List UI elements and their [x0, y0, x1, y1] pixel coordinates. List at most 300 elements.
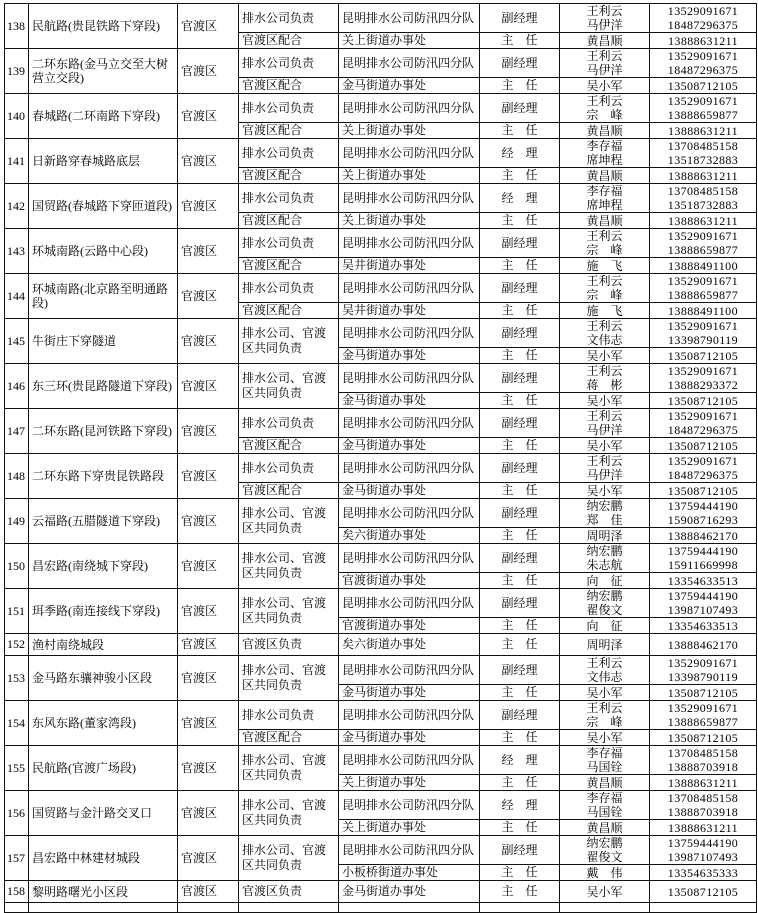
road-cell: 国贸路(春城路下穿匝道段) [29, 184, 178, 229]
district-cell [178, 903, 239, 913]
name-cell [560, 393, 650, 409]
text-line: 文伟志 [586, 670, 623, 684]
text-line: 黄昌顺 [586, 33, 623, 48]
unit-cell: 关上街道办事处 [339, 123, 480, 139]
text-line: 13888631211 [668, 33, 738, 48]
position-cell: 副经理 [480, 274, 560, 303]
table-row [5, 229, 757, 258]
phone-cell [650, 701, 757, 730]
text-line: 13759444190 [667, 544, 739, 558]
text-line: 黄昌顺 [586, 123, 623, 138]
text-line: 王利云 [586, 274, 623, 288]
responsibility-cell: 官渡区配合 [239, 33, 339, 49]
row-number-cell: 140 [5, 94, 29, 139]
text-line: 13888659877 [667, 288, 739, 302]
position-cell: 主 任 [480, 168, 560, 184]
text-line: 13888631211 [668, 168, 738, 183]
position-cell: 副经理 [480, 701, 560, 730]
table-row [5, 589, 757, 618]
text-line: 13888462170 [667, 637, 739, 652]
text-line: 周明泽 [586, 637, 623, 652]
text-line: 13888631211 [668, 775, 738, 790]
phone-cell [650, 685, 757, 701]
text-line: 席坤程 [586, 153, 623, 167]
responsibility-cell: 官渡区负责 [239, 881, 339, 903]
text-line: 13518732883 [667, 153, 739, 167]
district-cell: 官渡区 [178, 274, 239, 319]
position-cell: 主 任 [480, 730, 560, 746]
district-cell: 官渡区 [178, 791, 239, 836]
row-number-cell: 153 [5, 656, 29, 701]
position-cell: 主 任 [480, 348, 560, 364]
responsibility-cell: 排水公司、官渡区共同负责 [239, 836, 339, 881]
phone-cell [650, 184, 757, 213]
text-line: 13888631211 [668, 213, 738, 228]
name-cell [560, 348, 650, 364]
phone-cell [650, 4, 757, 33]
road-cell: 云福路(五腊隧道下穿段) [29, 499, 178, 544]
district-cell: 官渡区 [178, 499, 239, 544]
text-line: 13398790119 [668, 670, 738, 684]
responsibility-cell: 官渡区配合 [239, 78, 339, 94]
responsibility-cell: 排水公司、官渡区共同负责 [239, 791, 339, 836]
position-cell: 主 任 [480, 881, 560, 903]
road-cell: 民航路(贵昆铁路下穿段) [29, 4, 178, 49]
text-line: 吴小军 [586, 438, 623, 453]
road-cell: 昌宏路中林建材城段 [29, 836, 178, 881]
phone-cell [650, 544, 757, 573]
text-line: 吴小军 [586, 78, 623, 93]
text-line: 13759444190 [667, 836, 739, 850]
table-row [5, 746, 757, 775]
responsibility-cell: 官渡区配合 [239, 438, 339, 454]
row-number-cell: 150 [5, 544, 29, 589]
unit-cell: 昆明排水公司防汛四分队 [339, 701, 480, 730]
text-line: 13529091671 [667, 319, 739, 333]
responsibility-cell: 排水公司、官渡区共同负责 [239, 499, 339, 544]
name-cell [560, 438, 650, 454]
text-line: 13888703918 [667, 760, 739, 774]
position-cell: 主 任 [480, 78, 560, 94]
text-line: 13708485158 [667, 791, 739, 805]
unit-cell [339, 903, 480, 913]
text-line: 13354633513 [667, 573, 739, 588]
text-line: 13888631211 [668, 820, 738, 835]
unit-cell: 金马街道办事处 [339, 483, 480, 499]
unit-cell: 吴井街道办事处 [339, 303, 480, 319]
text-line: 13888659877 [667, 108, 739, 122]
text-line: 吴小军 [586, 685, 623, 700]
name-cell [560, 701, 650, 730]
text-line: 黄昌顺 [586, 775, 623, 790]
road-cell: 珥季路(南连接线下穿段) [29, 589, 178, 634]
table-body [5, 4, 757, 913]
text-line: 王利云 [586, 656, 623, 670]
responsibility-cell: 排水公司负责 [239, 139, 339, 168]
text-line: 13508712105 [667, 685, 739, 700]
unit-cell: 昆明排水公司防汛四分队 [339, 4, 480, 33]
responsibility-cell: 排水公司负责 [239, 49, 339, 78]
unit-cell: 矣六街道办事处 [339, 634, 480, 656]
text-line: 13987107493 [667, 850, 739, 864]
phone-cell [650, 791, 757, 820]
position-cell: 副经理 [480, 4, 560, 33]
responsibility-cell [239, 903, 339, 913]
unit-cell: 昆明排水公司防汛四分队 [339, 139, 480, 168]
unit-cell: 关上街道办事处 [339, 820, 480, 836]
row-number-cell: 158 [5, 881, 29, 903]
responsibility-cell: 排水公司负责 [239, 94, 339, 123]
position-cell [480, 903, 560, 913]
text-line: 13508712105 [667, 730, 739, 745]
phone-cell [650, 865, 757, 881]
road-cell: 东三环(贵昆路隧道下穿段) [29, 364, 178, 409]
road-cell: 春城路(二环南路下穿段) [29, 94, 178, 139]
name-cell [560, 123, 650, 139]
table-row [5, 791, 757, 820]
responsibility-cell: 官渡区配合 [239, 730, 339, 746]
district-cell: 官渡区 [178, 589, 239, 634]
unit-cell: 昆明排水公司防汛四分队 [339, 319, 480, 348]
table-row [5, 656, 757, 685]
text-line: 李存福 [586, 139, 623, 153]
position-cell: 主 任 [480, 618, 560, 634]
unit-cell: 金马街道办事处 [339, 348, 480, 364]
table-row [5, 49, 757, 78]
table-row [5, 319, 757, 348]
unit-cell: 关上街道办事处 [339, 33, 480, 49]
phone-cell [650, 836, 757, 865]
unit-cell: 昆明排水公司防汛四分队 [339, 184, 480, 213]
position-cell: 主 任 [480, 775, 560, 791]
name-cell [560, 544, 650, 573]
phone-cell [650, 139, 757, 168]
text-line: 13888491100 [668, 303, 738, 318]
text-line: 王利云 [586, 364, 623, 378]
unit-cell: 关上街道办事处 [339, 775, 480, 791]
phone-cell [650, 730, 757, 746]
text-line: 纳宏鹏 [586, 544, 623, 558]
responsibility-cell: 排水公司、官渡区共同负责 [239, 656, 339, 701]
phone-cell [650, 393, 757, 409]
road-cell [29, 903, 178, 913]
text-line: 纳宏鹏 [586, 589, 623, 603]
text-line: 李存福 [586, 791, 623, 805]
position-cell: 副经理 [480, 544, 560, 573]
text-line: 戴 伟 [586, 865, 623, 880]
unit-cell: 金马街道办事处 [339, 393, 480, 409]
name-cell [560, 319, 650, 348]
phone-cell [650, 775, 757, 791]
district-cell: 官渡区 [178, 634, 239, 656]
phone-cell [650, 364, 757, 393]
district-cell: 官渡区 [178, 49, 239, 94]
responsibility-cell: 排水公司、官渡区共同负责 [239, 589, 339, 634]
name-cell [560, 409, 650, 438]
table-row [5, 139, 757, 168]
table-row [5, 184, 757, 213]
name-cell [560, 499, 650, 528]
road-cell: 牛街庄下穿隧道 [29, 319, 178, 364]
row-number-cell: 145 [5, 319, 29, 364]
phone-cell [650, 168, 757, 184]
unit-cell: 小板桥街道办事处 [339, 865, 480, 881]
phone-cell [650, 483, 757, 499]
text-line: 13529091671 [667, 49, 739, 63]
row-number-cell: 142 [5, 184, 29, 229]
unit-cell: 昆明排水公司防汛四分队 [339, 746, 480, 775]
row-number-cell: 149 [5, 499, 29, 544]
row-number-cell: 155 [5, 746, 29, 791]
text-line: 翟俊文 [586, 850, 623, 864]
phone-cell [650, 303, 757, 319]
road-cell: 二环东路下穿贵昆铁路段 [29, 454, 178, 499]
unit-cell: 昆明排水公司防汛四分队 [339, 544, 480, 573]
phone-cell [650, 49, 757, 78]
name-cell [560, 33, 650, 49]
district-cell: 官渡区 [178, 746, 239, 791]
text-line: 宗 峰 [586, 288, 623, 302]
position-cell: 主 任 [480, 685, 560, 701]
row-number-cell: 138 [5, 4, 29, 49]
unit-cell: 昆明排水公司防汛四分队 [339, 656, 480, 685]
phone-cell [650, 409, 757, 438]
name-cell [560, 685, 650, 701]
table-row [5, 364, 757, 393]
responsibility-cell: 排水公司、官渡区共同负责 [239, 364, 339, 409]
position-cell: 主 任 [480, 483, 560, 499]
text-line: 13529091671 [667, 274, 739, 288]
phone-cell [650, 903, 757, 913]
text-line: 13518732883 [667, 198, 739, 212]
name-cell [560, 573, 650, 589]
table-row [5, 499, 757, 528]
unit-cell: 金马街道办事处 [339, 438, 480, 454]
text-line: 13529091671 [667, 701, 739, 715]
partial-cutoff-row [5, 903, 757, 913]
text-line: 马国铨 [586, 760, 623, 774]
phone-cell [650, 274, 757, 303]
table-row [5, 274, 757, 303]
road-cell: 二环东路(金马立交至大树营立交段) [29, 49, 178, 94]
responsibility-cell: 排水公司负责 [239, 274, 339, 303]
phone-cell [650, 123, 757, 139]
responsibility-cell: 官渡区负责 [239, 634, 339, 656]
road-cell: 渔村南绕城段 [29, 634, 178, 656]
road-cell: 国贸路与金汁路交叉口 [29, 791, 178, 836]
unit-cell: 金马街道办事处 [339, 78, 480, 94]
text-line: 郑 佳 [586, 513, 623, 527]
text-line: 13508712105 [667, 438, 739, 453]
text-line: 施 飞 [586, 303, 623, 318]
district-cell: 官渡区 [178, 454, 239, 499]
district-cell: 官渡区 [178, 139, 239, 184]
text-line: 15908716293 [667, 513, 739, 527]
phone-cell [650, 589, 757, 618]
table-row [5, 409, 757, 438]
name-cell [560, 730, 650, 746]
text-line: 13888659877 [667, 715, 739, 729]
unit-cell: 金马街道办事处 [339, 881, 480, 903]
text-line: 纳宏鹏 [586, 836, 623, 850]
text-line: 马伊洋 [586, 63, 623, 77]
text-line: 王利云 [586, 701, 623, 715]
table-row [5, 701, 757, 730]
road-cell: 环城南路(北京路至明通路段) [29, 274, 178, 319]
text-line: 18487296375 [667, 18, 739, 32]
row-number-cell: 141 [5, 139, 29, 184]
text-line: 马伊洋 [586, 423, 623, 437]
position-cell: 副经理 [480, 656, 560, 685]
row-number-cell: 146 [5, 364, 29, 409]
position-cell: 副经理 [480, 94, 560, 123]
table-row [5, 544, 757, 573]
text-line: 13888703918 [667, 805, 739, 819]
phone-cell [650, 348, 757, 364]
phone-cell [650, 656, 757, 685]
text-line: 13888659877 [667, 243, 739, 257]
text-line: 吴小军 [586, 393, 623, 408]
name-cell [560, 168, 650, 184]
name-cell [560, 820, 650, 836]
name-cell [560, 364, 650, 393]
district-cell: 官渡区 [178, 409, 239, 454]
phone-cell [650, 499, 757, 528]
unit-cell: 昆明排水公司防汛四分队 [339, 836, 480, 865]
text-line: 13529091671 [667, 4, 739, 18]
responsibility-cell: 官渡区配合 [239, 258, 339, 274]
row-number-cell: 151 [5, 589, 29, 634]
position-cell: 经 理 [480, 139, 560, 168]
text-line: 王利云 [586, 229, 623, 243]
row-number-cell [5, 903, 29, 913]
text-line: 13529091671 [667, 454, 739, 468]
position-cell: 主 任 [480, 865, 560, 881]
position-cell: 副经理 [480, 589, 560, 618]
position-cell: 主 任 [480, 258, 560, 274]
district-cell: 官渡区 [178, 319, 239, 364]
position-cell: 副经理 [480, 836, 560, 865]
table-row [5, 454, 757, 483]
name-cell [560, 746, 650, 775]
road-cell: 日新路穿春城路底层 [29, 139, 178, 184]
name-cell [560, 303, 650, 319]
road-cell: 金马路东骧神骏小区段 [29, 656, 178, 701]
name-cell [560, 618, 650, 634]
row-number-cell: 148 [5, 454, 29, 499]
text-line: 13529091671 [667, 229, 739, 243]
phone-cell [650, 213, 757, 229]
text-line: 13529091671 [667, 656, 739, 670]
name-cell [560, 184, 650, 213]
text-line: 施 飞 [586, 258, 623, 273]
name-cell [560, 528, 650, 544]
text-line: 蒋 彬 [586, 378, 623, 392]
text-line: 吴小军 [586, 483, 623, 498]
district-cell: 官渡区 [178, 701, 239, 746]
unit-cell: 官渡街道办事处 [339, 618, 480, 634]
responsibility-cell: 排水公司负责 [239, 454, 339, 483]
position-cell: 副经理 [480, 229, 560, 258]
road-cell: 昌宏路(南绕城下穿段) [29, 544, 178, 589]
text-line: 文伟志 [586, 333, 623, 347]
responsibility-cell: 官渡区配合 [239, 168, 339, 184]
road-cell: 二环东路(昆河铁路下穿段) [29, 409, 178, 454]
name-cell [560, 881, 650, 903]
text-line: 黄昌顺 [586, 168, 623, 183]
name-cell [560, 78, 650, 94]
text-line: 马伊洋 [586, 468, 623, 482]
text-line: 王利云 [586, 49, 623, 63]
phone-cell [650, 746, 757, 775]
district-cell: 官渡区 [178, 836, 239, 881]
name-cell [560, 258, 650, 274]
district-cell: 官渡区 [178, 229, 239, 274]
row-number-cell: 147 [5, 409, 29, 454]
position-cell: 主 任 [480, 438, 560, 454]
text-line: 黄昌顺 [586, 213, 623, 228]
position-cell: 副经理 [480, 454, 560, 483]
text-line: 吴小军 [586, 348, 623, 363]
responsibility-cell: 排水公司负责 [239, 184, 339, 213]
unit-cell: 关上街道办事处 [339, 213, 480, 229]
phone-cell [650, 319, 757, 348]
responsibility-cell: 排水公司负责 [239, 229, 339, 258]
table-row [5, 4, 757, 33]
unit-cell: 昆明排水公司防汛四分队 [339, 791, 480, 820]
name-cell [560, 865, 650, 881]
unit-cell: 昆明排水公司防汛四分队 [339, 454, 480, 483]
text-line: 13508712105 [667, 78, 739, 93]
text-line: 13888462170 [667, 528, 739, 543]
text-line: 13888491100 [668, 258, 738, 273]
phone-cell [650, 820, 757, 836]
text-line: 马伊洋 [586, 18, 623, 32]
phone-cell [650, 94, 757, 123]
text-line: 15911669998 [668, 558, 738, 572]
name-cell [560, 274, 650, 303]
phone-cell [650, 258, 757, 274]
phone-cell [650, 78, 757, 94]
name-cell [560, 836, 650, 865]
text-line: 李存福 [586, 746, 623, 760]
responsibility-cell: 排水公司、官渡区共同负责 [239, 319, 339, 364]
responsibility-cell: 排水公司负责 [239, 701, 339, 730]
position-cell: 主 任 [480, 303, 560, 319]
responsibility-cell: 排水公司、官渡区共同负责 [239, 746, 339, 791]
unit-cell: 矣六街道办事处 [339, 528, 480, 544]
unit-cell: 昆明排水公司防汛四分队 [339, 94, 480, 123]
row-number-cell: 156 [5, 791, 29, 836]
responsibility-cell: 官渡区配合 [239, 123, 339, 139]
text-line: 宗 峰 [586, 715, 623, 729]
unit-cell: 昆明排水公司防汛四分队 [339, 49, 480, 78]
unit-cell: 昆明排水公司防汛四分队 [339, 274, 480, 303]
position-cell: 副经理 [480, 319, 560, 348]
name-cell [560, 589, 650, 618]
phone-cell [650, 438, 757, 454]
text-line: 向 征 [586, 618, 623, 633]
phone-cell [650, 229, 757, 258]
responsibility-cell: 官渡区配合 [239, 483, 339, 499]
flood-contact-table [4, 3, 757, 913]
row-number-cell: 139 [5, 49, 29, 94]
name-cell [560, 656, 650, 685]
row-number-cell: 152 [5, 634, 29, 656]
position-cell: 副经理 [480, 364, 560, 393]
text-line: 13759444190 [667, 589, 739, 603]
text-line: 18487296375 [667, 468, 739, 482]
